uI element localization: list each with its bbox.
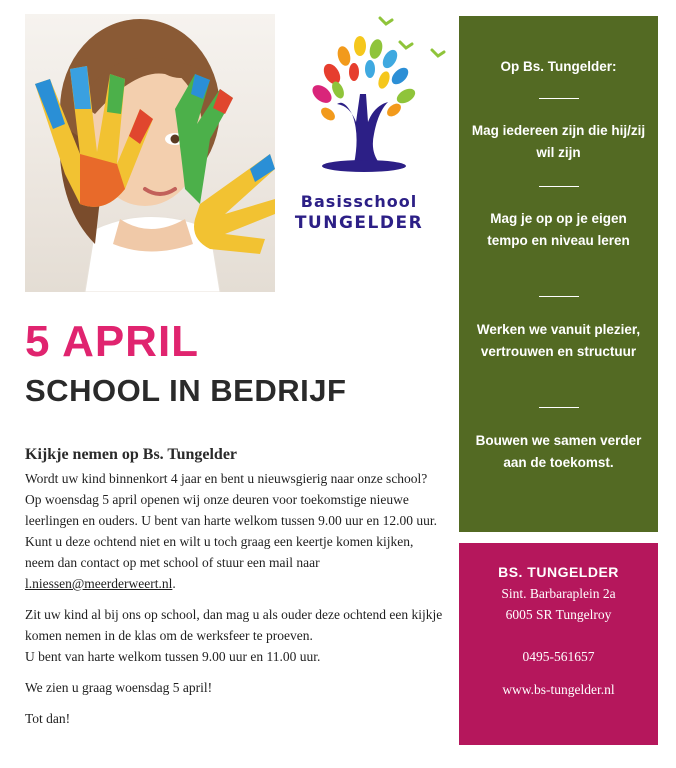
article-body bbox=[25, 444, 445, 739]
divider bbox=[539, 407, 579, 408]
contact-panel bbox=[459, 543, 658, 745]
value-item: Mag iedereen zijn die hij/zij wil zijn bbox=[471, 123, 646, 160]
values-panel-title: Op Bs. Tungelder: bbox=[500, 59, 617, 74]
contact-website[interactable]: www.bs-tungelder.nl bbox=[502, 682, 615, 697]
child-photo bbox=[25, 14, 275, 292]
contact-email-link[interactable]: l.niessen@meerderweert.nl bbox=[25, 576, 173, 591]
paragraph-1-text: Wordt uw kind binnenkort 4 jaar en bent u nieuwsgierig naar onze school? Op woensdag 5 april openen wij onze deuren voor toekomstige nieuwe leerlingen en ouders. U bent van harte welkom tussen 9.00 uur en 12.00 uur. Kunt u deze ochtend niet en wilt u toch graag een keertje komen kijken, neem dan contact op met school of stuur een mail naar bbox=[25, 471, 438, 570]
article-paragraph-1 bbox=[25, 468, 445, 594]
article-heading: Kijkje nemen op Bs. Tungelder bbox=[25, 446, 238, 463]
event-title-headline: SCHOOL IN BEDRIJF bbox=[25, 373, 347, 408]
value-item: Werken we vanuit plezier, vertrouwen en structuur bbox=[476, 322, 641, 359]
logo-line2: TUNGELDER bbox=[294, 213, 424, 233]
contact-street: Sint. Barbaraplein 2a bbox=[501, 586, 616, 601]
paragraph-2-line-2: U bent van harte welkom tussen 9.00 uur en 11.00 uur. bbox=[25, 649, 321, 664]
logo-text bbox=[284, 192, 434, 233]
divider bbox=[539, 186, 579, 187]
contact-school-name: BS. TUNGELDER bbox=[498, 564, 619, 580]
article-paragraph-2 bbox=[25, 604, 445, 667]
contact-phone[interactable]: 0495-561657 bbox=[522, 649, 595, 664]
divider bbox=[539, 296, 579, 297]
paragraph-2-line-1: Zit uw kind al bij ons op school, dan mag u als ouder deze ochtend een kijkje komen nemen in de klas om de werksfeer te proeven. bbox=[25, 607, 443, 643]
event-date-headline: 5 APRIL bbox=[25, 317, 200, 366]
article-paragraph-3: We zien u graag woensdag 5 april! bbox=[25, 680, 213, 695]
divider bbox=[539, 98, 579, 99]
logo-line1: Basisschool bbox=[300, 192, 418, 211]
values-panel bbox=[459, 16, 658, 532]
article-paragraph-4: Tot dan! bbox=[25, 711, 71, 726]
contact-city: 6005 SR Tungelroy bbox=[505, 607, 612, 622]
value-item: Mag je op op je eigen tempo en niveau leren bbox=[487, 211, 630, 248]
paragraph-1-end: . bbox=[172, 576, 176, 591]
value-item: Bouwen we samen verder aan de toekomst. bbox=[475, 433, 642, 470]
